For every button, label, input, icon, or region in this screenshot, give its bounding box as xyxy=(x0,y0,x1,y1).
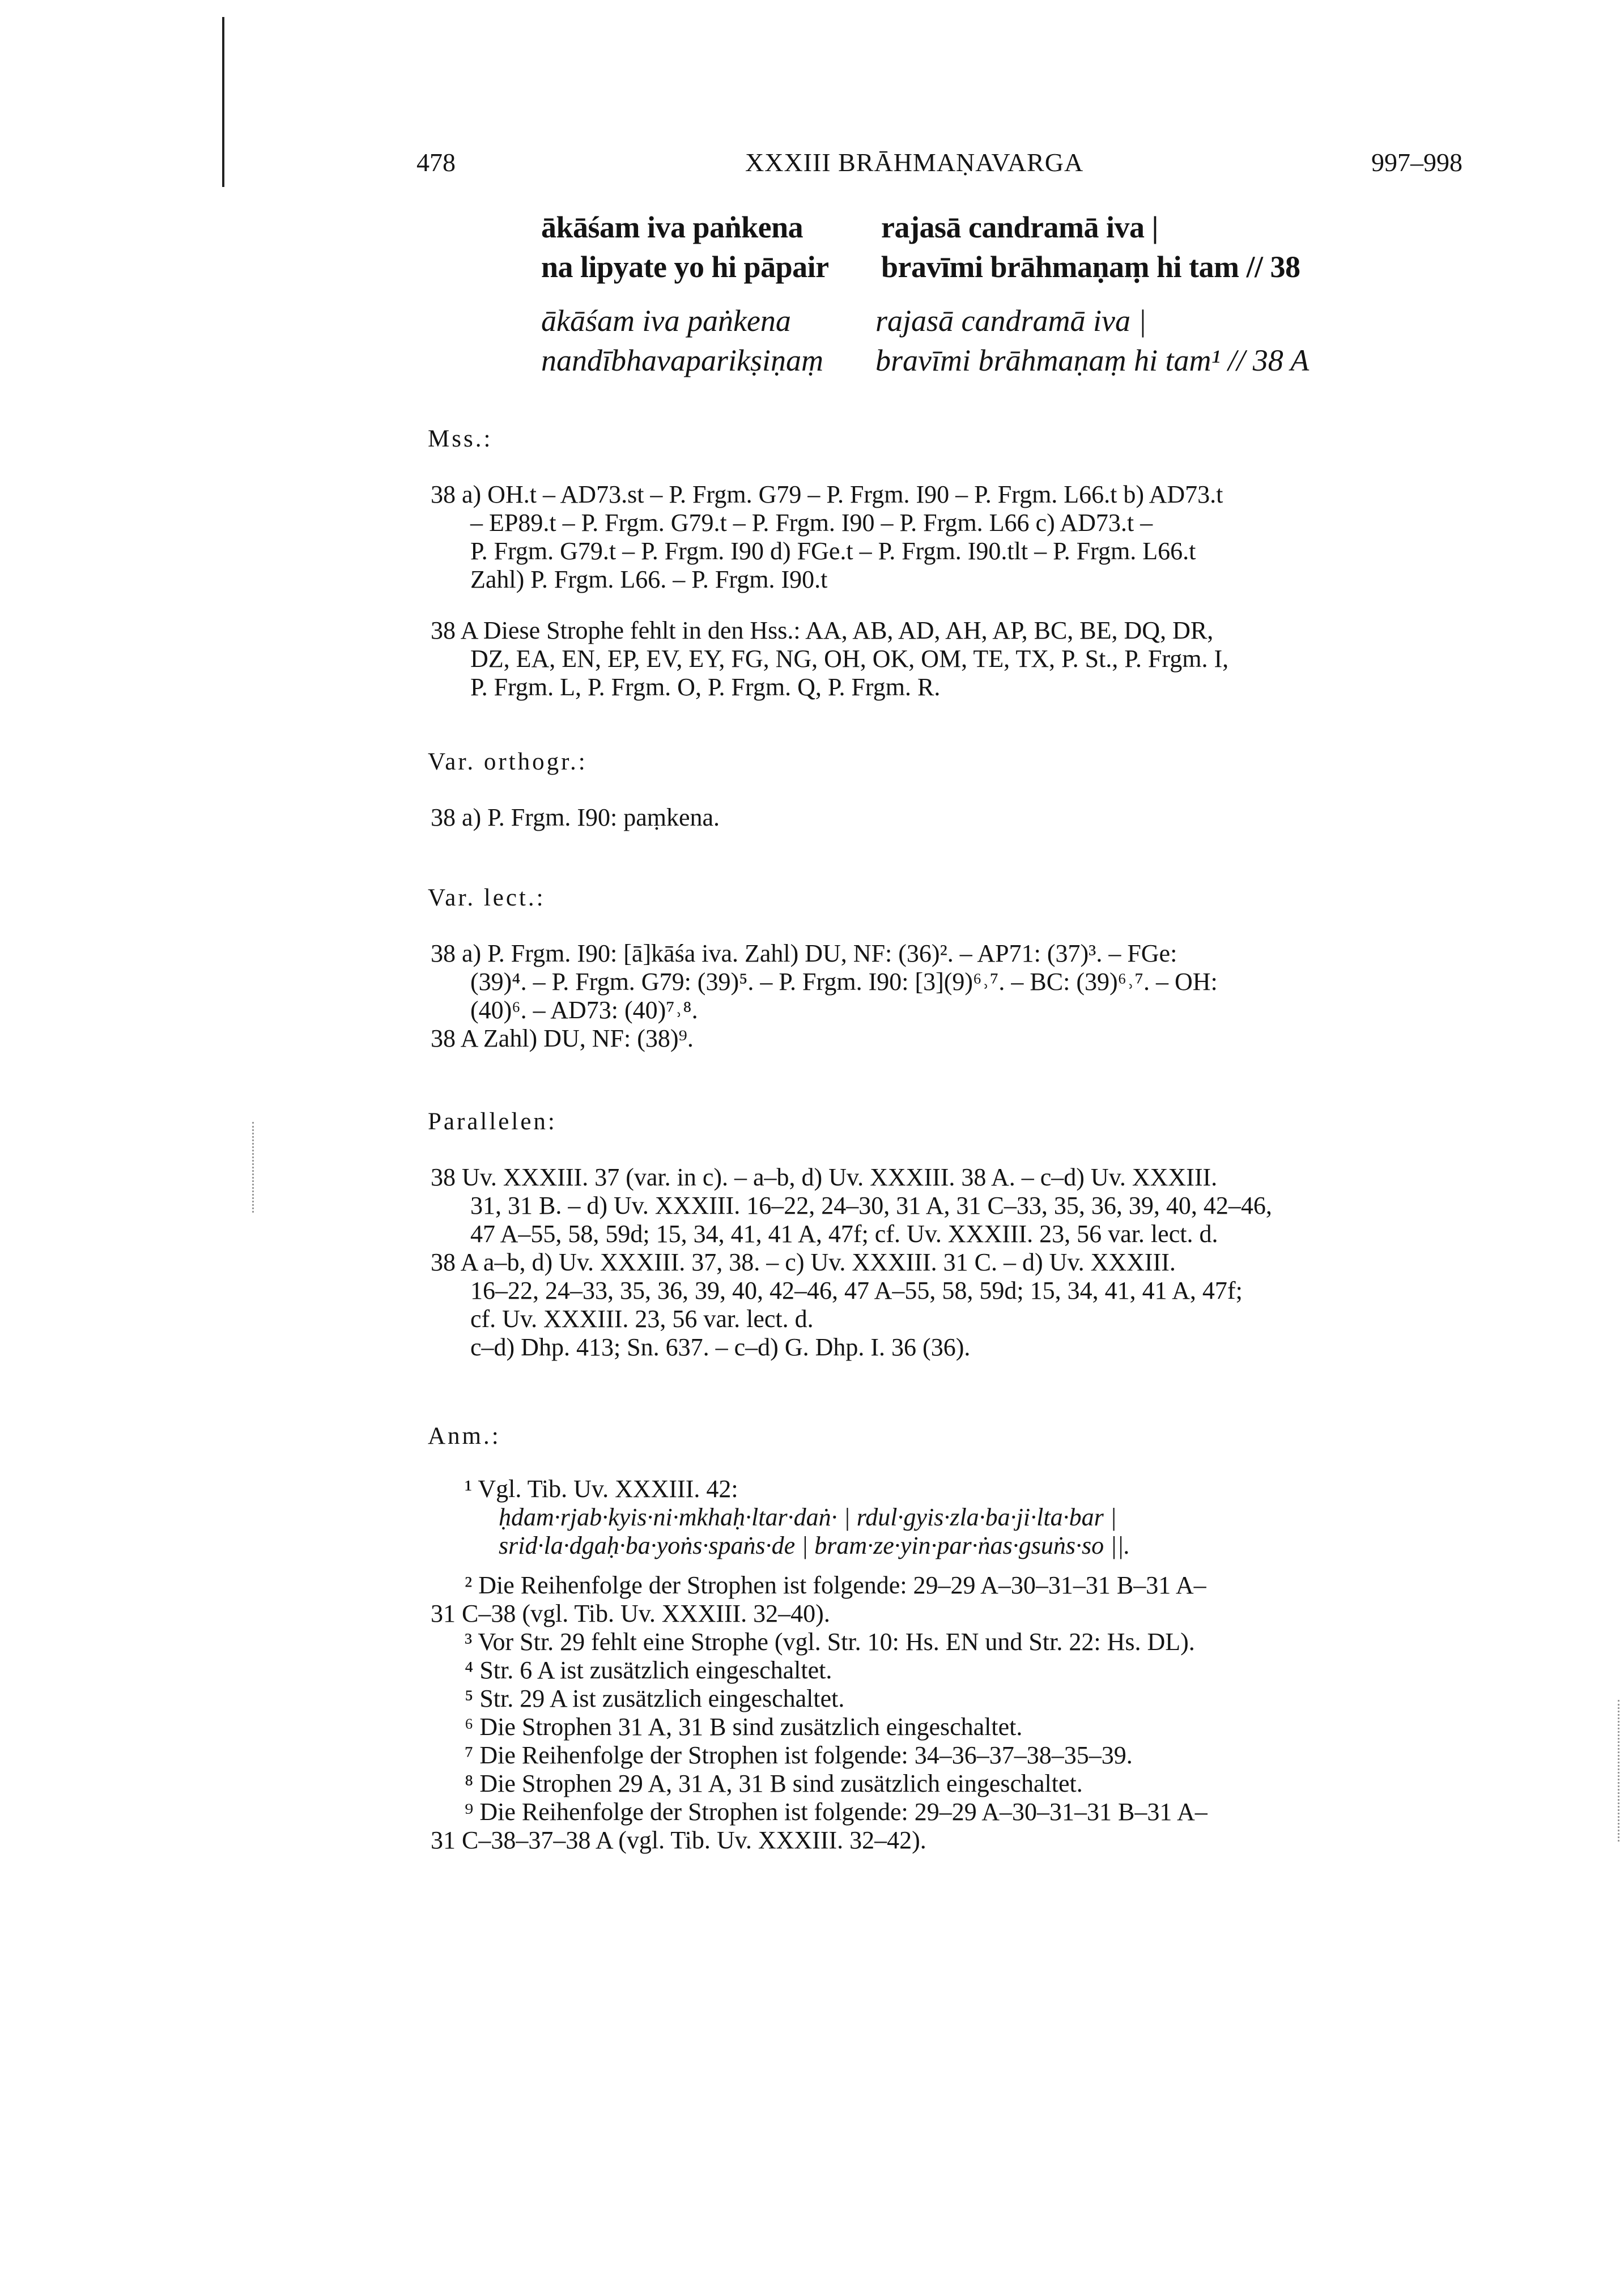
footnote-9-cont: 31 C–38–37–38 A (vgl. Tib. Uv. XXXIII. 32–42). xyxy=(431,1826,926,1854)
parallelen-heading: Parallelen: xyxy=(428,1108,557,1135)
footnote-4: ⁴ Str. 6 A ist zusätzlich eingeschaltet. xyxy=(465,1656,832,1684)
scan-edge-rule xyxy=(222,17,224,187)
mss-line: – EP89.t – P. Frgm. G79.t – P. Frgm. I90 – P. Frgm. L66 c) AD73.t – xyxy=(470,509,1153,537)
mss-line: P. Frgm. L, P. Frgm. O, P. Frgm. Q, P. Frgm. R. xyxy=(470,673,941,701)
lect-line: 38 a) P. Frgm. I90: [ā]kāśa iva. Zahl) DU, NF: (36)². – AP71: (37)³. – FGe: xyxy=(431,939,1177,967)
verse-38-line1-b: rajasā candramā iva | xyxy=(881,210,1158,244)
lect-line: (40)⁶. – AD73: (40)⁷˒⁸. xyxy=(470,996,698,1024)
footnote-2: ² Die Reihenfolge der Strophen ist folgende: 29–29 A–30–31–31 B–31 A– xyxy=(465,1571,1206,1599)
footnote-2-cont: 31 C–38 (vgl. Tib. Uv. XXXIII. 32–40). xyxy=(431,1600,830,1627)
parallelen-line: 16–22, 24–33, 35, 36, 39, 40, 42–46, 47 A–55, 58, 59d; 15, 34, 41, 41 A, 47f; xyxy=(470,1277,1243,1304)
mss-line: DZ, EA, EN, EP, EV, EY, FG, NG, OH, OK, OM, TE, TX, P. St., P. Frgm. I, xyxy=(470,645,1229,673)
footnote-6: ⁶ Die Strophen 31 A, 31 B sind zusätzlich eingeschaltet. xyxy=(465,1713,1023,1741)
footnote-1-tibetan: srid·la·dgaḥ·ba·yoṅs·spaṅs·de | bram·ze·yin·par·ṅas·gsuṅs·so ||. xyxy=(499,1532,1130,1559)
verse-38a-line1-a: ākāśam iva paṅkena xyxy=(541,304,791,338)
verse-38a-line2-b: bravīmi brāhmaṇaṃ hi tam¹ // 38 A xyxy=(875,343,1310,377)
parallelen-line: c–d) Dhp. 413; Sn. 637. – c–d) G. Dhp. I. 36 (36). xyxy=(470,1333,971,1361)
mss-line: 38 A Diese Strophe fehlt in den Hss.: AA, AB, AD, AH, AP, BC, BE, DQ, DR, xyxy=(431,616,1214,644)
orthogr-line: 38 a) P. Frgm. I90: paṃkena. xyxy=(431,803,720,831)
mss-heading: Mss.: xyxy=(428,426,493,452)
running-title: XXXIII BRĀHMAṆAVARGA xyxy=(745,148,1084,177)
verse-38a-line1-b: rajasā candramā iva | xyxy=(875,304,1147,338)
footnote-1: ¹ Vgl. Tib. Uv. XXXIII. 42: xyxy=(465,1475,738,1503)
anm-heading: Anm.: xyxy=(428,1423,501,1449)
footnote-8: ⁸ Die Strophen 29 A, 31 A, 31 B sind zusätzlich eingeschaltet. xyxy=(465,1770,1083,1797)
footnote-5: ⁵ Str. 29 A ist zusätzlich eingeschaltet. xyxy=(465,1685,845,1712)
parallelen-line: cf. Uv. XXXIII. 23, 56 var. lect. d. xyxy=(470,1305,814,1333)
scan-edge-marks-right xyxy=(1618,1700,1621,1842)
lect-heading: Var. lect.: xyxy=(428,885,546,911)
verse-38-line2-a: na lipyate yo hi pāpair xyxy=(541,250,829,284)
footnote-3: ³ Vor Str. 29 fehlt eine Strophe (vgl. Str. 10: Hs. EN und Str. 22: Hs. DL). xyxy=(465,1628,1195,1656)
mss-line: 38 a) OH.t – AD73.st – P. Frgm. G79 – P. Frgm. I90 – P. Frgm. L66.t b) AD73.t xyxy=(431,481,1223,508)
verse-38a-line2-a: nandībhavaparikṣiṇaṃ xyxy=(541,343,823,377)
parallelen-line: 31, 31 B. – d) Uv. XXXIII. 16–22, 24–30, 31 A, 31 C–33, 35, 36, 39, 40, 42–46, xyxy=(470,1192,1272,1219)
page-number: 478 xyxy=(416,148,456,177)
orthogr-heading: Var. orthogr.: xyxy=(428,749,588,775)
mss-line: P. Frgm. G79.t – P. Frgm. I90 d) FGe.t – P. Frgm. I90.tlt – P. Frgm. L66.t xyxy=(470,537,1196,565)
footnote-1-tibetan: ḥdam·rjab·kyis·ni·mkhaḥ·ltar·daṅ· | rdul·gyis·zla·ba·ji·lta·bar | xyxy=(499,1503,1117,1531)
page-range: 997–998 xyxy=(1371,148,1463,177)
parallelen-line: 47 A–55, 58, 59d; 15, 34, 41, 41 A, 47f; cf. Uv. XXXIII. 23, 56 var. lect. d. xyxy=(470,1220,1218,1248)
lect-line: (39)⁴. – P. Frgm. G79: (39)⁵. – P. Frgm. I90: [3](9)⁶˒⁷. – BC: (39)⁶˒⁷. – OH: xyxy=(470,968,1218,996)
scan-edge-marks xyxy=(252,1122,256,1213)
footnote-7: ⁷ Die Reihenfolge der Strophen ist folgende: 34–36–37–38–35–39. xyxy=(465,1741,1133,1769)
verse-38-line2-b: bravīmi brāhmaṇaṃ hi tam // 38 xyxy=(881,250,1300,284)
lect-line: 38 A Zahl) DU, NF: (38)⁹. xyxy=(431,1024,694,1052)
parallelen-line: 38 A a–b, d) Uv. XXXIII. 37, 38. – c) Uv. XXXIII. 31 C. – d) Uv. XXXIII. xyxy=(431,1248,1176,1276)
footnote-9: ⁹ Die Reihenfolge der Strophen ist folgende: 29–29 A–30–31–31 B–31 A– xyxy=(465,1798,1208,1826)
verse-38-line1-a: ākāśam iva paṅkena xyxy=(541,210,804,244)
mss-line: Zahl) P. Frgm. L66. – P. Frgm. I90.t xyxy=(470,566,828,593)
parallelen-line: 38 Uv. XXXIII. 37 (var. in c). – a–b, d) Uv. XXXIII. 38 A. – c–d) Uv. XXXIII. xyxy=(431,1163,1218,1191)
